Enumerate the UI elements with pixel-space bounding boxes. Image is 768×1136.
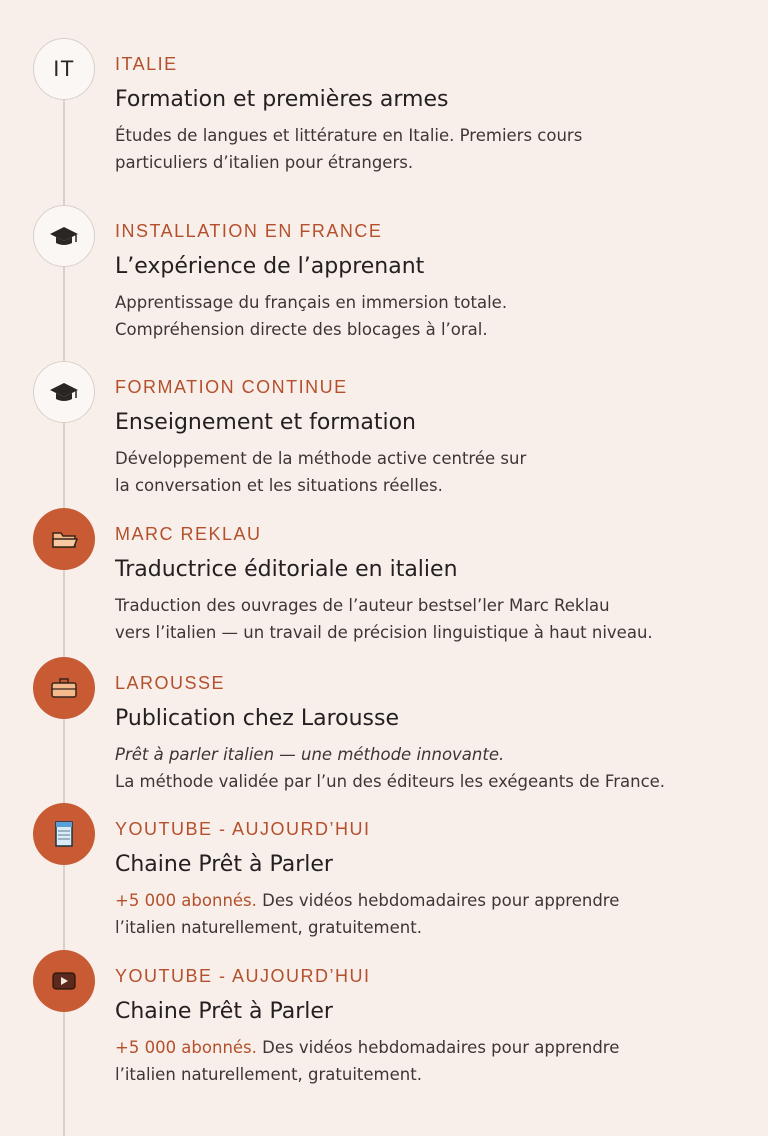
description-line: particuliers d’italien pour étrangers. bbox=[115, 153, 414, 172]
description-line: La méthode validée par l’un des éditeurs les exégeants de France. bbox=[115, 772, 666, 791]
description-line: vers l’italien — un travail de précision linguistique à haut niveau. bbox=[115, 623, 653, 642]
entry-description bbox=[115, 289, 728, 343]
entry-title: Chaine Prêt à Parler bbox=[115, 852, 333, 877]
entry-description bbox=[115, 887, 728, 941]
entry-description bbox=[115, 1034, 728, 1088]
timeline-marker bbox=[33, 508, 95, 570]
graduation-cap-icon bbox=[49, 380, 79, 404]
entry-title: Chaine Prêt à Parler bbox=[115, 999, 333, 1024]
description-line bbox=[115, 887, 728, 914]
entry-title: Traductrice éditoriale en italien bbox=[115, 557, 458, 582]
entry-description bbox=[115, 122, 728, 176]
description-line: l’italien naturellement, gratuitement. bbox=[115, 918, 422, 937]
subscriber-count: +5 000 abonnés. bbox=[115, 891, 257, 910]
description-line: Développement de la méthode active centrée sur bbox=[115, 449, 527, 468]
description-line bbox=[115, 1034, 728, 1061]
entry-title: Enseignement et formation bbox=[115, 410, 416, 435]
subscriber-count: +5 000 abonnés. bbox=[115, 1038, 257, 1057]
description-line: Apprentissage du français en immersion totale. bbox=[115, 293, 508, 312]
entry-kicker: MARC REKLAU bbox=[115, 524, 262, 544]
description-line: la conversation et les situations réelles. bbox=[115, 476, 443, 495]
entry-kicker: YOUTUBE - AUJOURD’HUI bbox=[115, 819, 371, 839]
description-line: Compréhension directe des blocages à l’oral. bbox=[115, 320, 488, 339]
country-code-label: IT bbox=[53, 56, 75, 81]
timeline-marker bbox=[33, 803, 95, 865]
timeline-marker bbox=[33, 38, 95, 100]
description-line: Études de langues et littérature en Italie. Premiers cours bbox=[115, 126, 583, 145]
timeline-marker bbox=[33, 205, 95, 267]
entry-description bbox=[115, 445, 728, 499]
play-icon bbox=[49, 969, 79, 993]
entry-title: Formation et premières armes bbox=[115, 87, 449, 112]
briefcase-icon bbox=[49, 676, 79, 700]
book-icon bbox=[49, 819, 79, 849]
entry-title: Publication chez Larousse bbox=[115, 706, 400, 731]
entry-kicker: YOUTUBE - AUJOURD’HUI bbox=[115, 966, 371, 986]
timeline-marker bbox=[33, 950, 95, 1012]
folder-icon bbox=[49, 527, 79, 551]
timeline-marker bbox=[33, 657, 95, 719]
entry-description bbox=[115, 592, 728, 646]
entry-kicker: INSTALLATION EN FRANCE bbox=[115, 221, 383, 241]
entry-kicker: ITALIE bbox=[115, 54, 178, 74]
entry-title: L’expérience de l’apprenant bbox=[115, 254, 425, 279]
book-title-line: Prêt à parler italien — une méthode innovante. bbox=[115, 745, 505, 764]
timeline-marker bbox=[33, 361, 95, 423]
entry-kicker: FORMATION CONTINUE bbox=[115, 377, 348, 397]
description-line: Traduction des ouvrages de l’auteur bestsel’ler Marc Reklau bbox=[115, 596, 610, 615]
description-line: l’italien naturellement, gratuitement. bbox=[115, 1065, 422, 1084]
description-text: Des vidéos hebdomadaires pour apprendre bbox=[256, 1038, 620, 1057]
entry-description bbox=[115, 741, 728, 795]
graduation-cap-icon bbox=[49, 224, 79, 248]
entry-kicker: LAROUSSE bbox=[115, 673, 226, 693]
description-text: Des vidéos hebdomadaires pour apprendre bbox=[256, 891, 620, 910]
